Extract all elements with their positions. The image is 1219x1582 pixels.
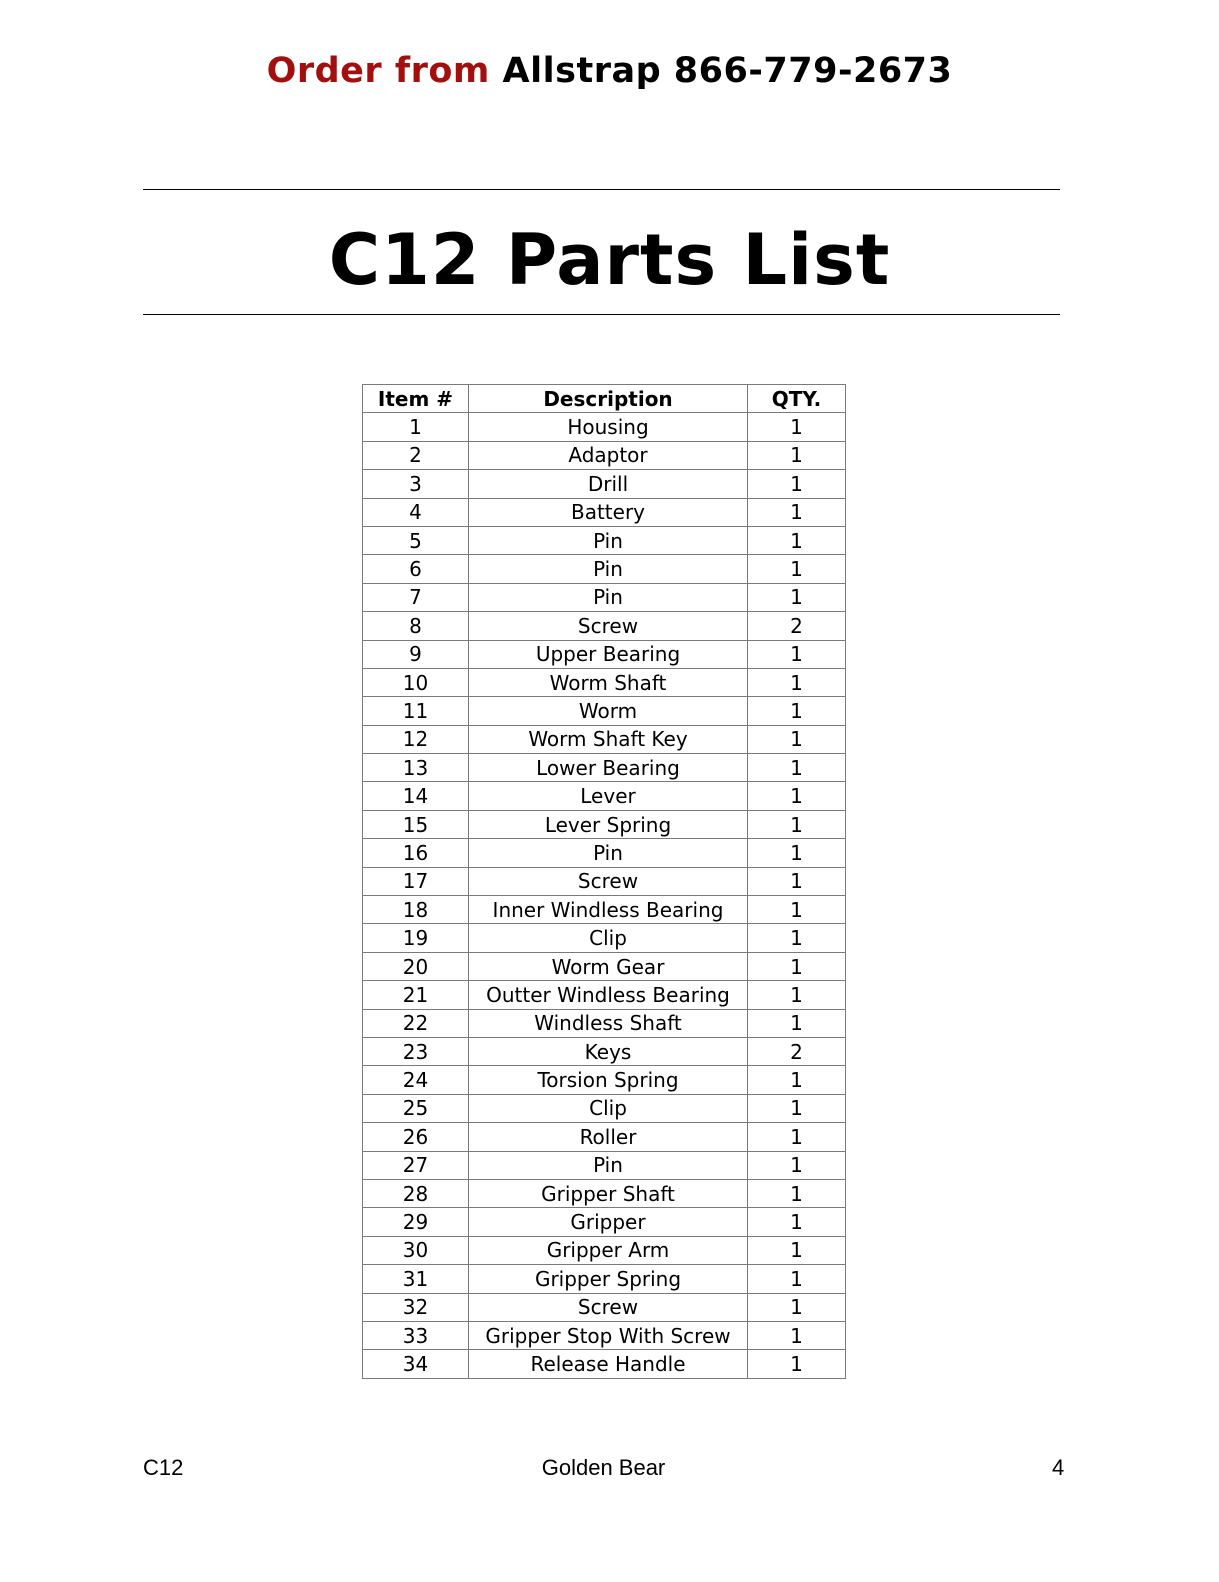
cell-description: Housing [469, 413, 748, 441]
column-header-description: Description [469, 385, 748, 413]
cell-description: Battery [469, 498, 748, 526]
table-row [363, 1009, 846, 1037]
cell-description: Screw [469, 867, 748, 895]
cell-description: Lever Spring [469, 810, 748, 838]
table-row [363, 1066, 846, 1094]
cell-item-number: 15 [363, 810, 469, 838]
cell-description: Gripper Stop With Screw [469, 1321, 748, 1349]
parts-table [362, 384, 846, 1379]
order-from-text: Order from [266, 51, 490, 91]
cell-qty: 1 [748, 1350, 846, 1378]
cell-description: Gripper [469, 1208, 748, 1236]
page-title: C12 Parts List [328, 219, 891, 301]
cell-description: Worm [469, 697, 748, 725]
cell-description: Pin [469, 1151, 748, 1179]
table-row [363, 697, 846, 725]
cell-item-number: 23 [363, 1037, 469, 1065]
cell-qty: 1 [748, 555, 846, 583]
cell-description: Screw [469, 612, 748, 640]
table-row [363, 839, 846, 867]
cell-item-number: 7 [363, 583, 469, 611]
cell-qty: 1 [748, 810, 846, 838]
cell-item-number: 2 [363, 441, 469, 469]
cell-description: Pin [469, 583, 748, 611]
cell-item-number: 27 [363, 1151, 469, 1179]
table-row [363, 810, 846, 838]
column-header-item: Item # [363, 385, 469, 413]
cell-item-number: 8 [363, 612, 469, 640]
cell-item-number: 17 [363, 867, 469, 895]
cell-description: Clip [469, 1094, 748, 1122]
cell-item-number: 21 [363, 981, 469, 1009]
cell-description: Clip [469, 924, 748, 952]
table-row [363, 470, 846, 498]
table-row [363, 1350, 846, 1378]
cell-item-number: 32 [363, 1293, 469, 1321]
cell-qty: 1 [748, 526, 846, 554]
cell-description: Drill [469, 470, 748, 498]
cell-item-number: 28 [363, 1179, 469, 1207]
cell-item-number: 34 [363, 1350, 469, 1378]
cell-description: Upper Bearing [469, 640, 748, 668]
footer-page-number: 4 [1052, 1455, 1065, 1480]
cell-item-number: 1 [363, 413, 469, 441]
cell-description: Pin [469, 526, 748, 554]
cell-qty: 1 [748, 1208, 846, 1236]
parts-table-body [363, 413, 846, 1378]
cell-qty: 1 [748, 839, 846, 867]
cell-item-number: 3 [363, 470, 469, 498]
order-banner [0, 46, 1219, 96]
cell-item-number: 5 [363, 526, 469, 554]
cell-item-number: 29 [363, 1208, 469, 1236]
cell-qty: 1 [748, 1293, 846, 1321]
cell-qty: 1 [748, 1066, 846, 1094]
company-phone-text: Allstrap 866-779-2673 [502, 51, 953, 91]
table-row [363, 867, 846, 895]
cell-qty: 1 [748, 1236, 846, 1264]
cell-qty: 1 [748, 498, 846, 526]
cell-qty: 1 [748, 583, 846, 611]
cell-item-number: 20 [363, 952, 469, 980]
cell-qty: 1 [748, 413, 846, 441]
cell-description: Windless Shaft [469, 1009, 748, 1037]
table-header-row [363, 385, 846, 413]
cell-item-number: 14 [363, 782, 469, 810]
table-row [363, 1265, 846, 1293]
cell-item-number: 9 [363, 640, 469, 668]
cell-item-number: 26 [363, 1123, 469, 1151]
cell-description: Pin [469, 555, 748, 583]
cell-item-number: 31 [363, 1265, 469, 1293]
cell-qty: 1 [748, 981, 846, 1009]
table-row [363, 1293, 846, 1321]
cell-qty: 1 [748, 1265, 846, 1293]
cell-description: Inner Windless Bearing [469, 896, 748, 924]
table-row [363, 754, 846, 782]
cell-qty: 1 [748, 668, 846, 696]
cell-qty: 1 [748, 470, 846, 498]
cell-item-number: 13 [363, 754, 469, 782]
table-row [363, 498, 846, 526]
cell-description: Release Handle [469, 1350, 748, 1378]
cell-description: Worm Gear [469, 952, 748, 980]
title-top-rule [143, 189, 1060, 190]
table-row [363, 924, 846, 952]
cell-item-number: 10 [363, 668, 469, 696]
title-bottom-rule [143, 314, 1060, 315]
table-row [363, 640, 846, 668]
cell-item-number: 33 [363, 1321, 469, 1349]
table-row [363, 1208, 846, 1236]
cell-qty: 1 [748, 1123, 846, 1151]
table-row [363, 555, 846, 583]
table-row [363, 441, 846, 469]
table-row [363, 1151, 846, 1179]
table-row [363, 952, 846, 980]
cell-qty: 1 [748, 1094, 846, 1122]
cell-qty: 1 [748, 1151, 846, 1179]
table-row [363, 1179, 846, 1207]
cell-item-number: 6 [363, 555, 469, 583]
table-row [363, 526, 846, 554]
cell-item-number: 19 [363, 924, 469, 952]
cell-qty: 2 [748, 1037, 846, 1065]
table-row [363, 1236, 846, 1264]
cell-qty: 1 [748, 952, 846, 980]
cell-item-number: 16 [363, 839, 469, 867]
cell-qty: 1 [748, 896, 846, 924]
cell-description: Worm Shaft [469, 668, 748, 696]
cell-item-number: 22 [363, 1009, 469, 1037]
cell-description: Adaptor [469, 441, 748, 469]
cell-qty: 1 [748, 924, 846, 952]
table-row [363, 896, 846, 924]
cell-qty: 1 [748, 697, 846, 725]
cell-item-number: 11 [363, 697, 469, 725]
cell-description: Outter Windless Bearing [469, 981, 748, 1009]
cell-qty: 1 [748, 754, 846, 782]
table-row [363, 1094, 846, 1122]
cell-item-number: 12 [363, 725, 469, 753]
table-row [363, 981, 846, 1009]
table-row [363, 725, 846, 753]
table-row [363, 1321, 846, 1349]
cell-description: Gripper Shaft [469, 1179, 748, 1207]
cell-description: Roller [469, 1123, 748, 1151]
footer-model: C12 [143, 1455, 184, 1480]
table-row [363, 1037, 846, 1065]
cell-qty: 1 [748, 640, 846, 668]
cell-qty: 1 [748, 1321, 846, 1349]
cell-description: Gripper Spring [469, 1265, 748, 1293]
cell-description: Screw [469, 1293, 748, 1321]
table-row [363, 668, 846, 696]
table-row [363, 583, 846, 611]
cell-qty: 1 [748, 1009, 846, 1037]
cell-item-number: 24 [363, 1066, 469, 1094]
cell-qty: 2 [748, 612, 846, 640]
cell-description: Keys [469, 1037, 748, 1065]
cell-item-number: 4 [363, 498, 469, 526]
table-row [363, 413, 846, 441]
cell-qty: 1 [748, 725, 846, 753]
cell-description: Pin [469, 839, 748, 867]
cell-description: Worm Shaft Key [469, 725, 748, 753]
cell-qty: 1 [748, 441, 846, 469]
table-row [363, 1123, 846, 1151]
cell-qty: 1 [748, 867, 846, 895]
cell-item-number: 30 [363, 1236, 469, 1264]
cell-description: Lower Bearing [469, 754, 748, 782]
cell-item-number: 25 [363, 1094, 469, 1122]
column-header-qty: QTY. [748, 385, 846, 413]
cell-description: Gripper Arm [469, 1236, 748, 1264]
footer-brand: Golden Bear [541, 1455, 666, 1480]
cell-description: Torsion Spring [469, 1066, 748, 1094]
table-row [363, 612, 846, 640]
cell-item-number: 18 [363, 896, 469, 924]
cell-description: Lever [469, 782, 748, 810]
cell-qty: 1 [748, 782, 846, 810]
cell-qty: 1 [748, 1179, 846, 1207]
table-row [363, 782, 846, 810]
